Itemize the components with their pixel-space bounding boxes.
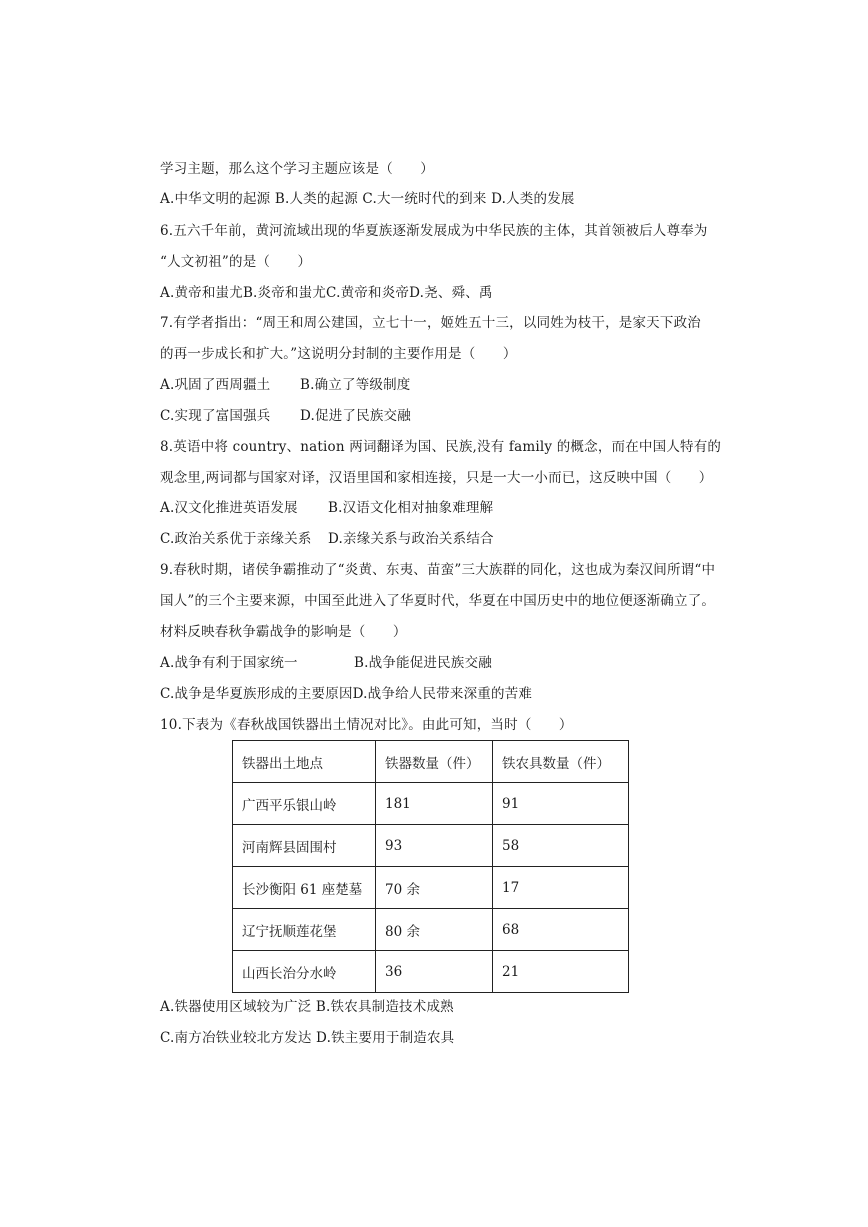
q8-option-a: A.汉文化推进英语发展 bbox=[160, 500, 298, 516]
q6-options: A.黄帝和蚩尤B.炎帝和蚩尤C.黄帝和炎帝D.尧、舜、禹 bbox=[160, 285, 493, 301]
q7-stem-line2: 的再一步成长和扩大。”这说明分封制的主要作用是（ ） bbox=[160, 346, 517, 362]
q6-stem-line1: 6.五六千年前，黄河流域出现的华夏族逐渐发展成为中华民族的主体，其首领被后人尊奉为 bbox=[160, 223, 708, 239]
table-cell-site: 广西平乐银山岭 bbox=[233, 783, 376, 825]
q10-options-row1: A.铁器使用区域较为广泛 B.铁农具制造技术成熟 bbox=[160, 999, 454, 1015]
table-cell-tool-count: 58 bbox=[493, 825, 629, 867]
table-header-cell: 铁农具数量（件） bbox=[493, 741, 629, 783]
table-cell-iron-count: 36 bbox=[376, 951, 493, 993]
table-cell-site: 山西长治分水岭 bbox=[233, 951, 376, 993]
table-cell-tool-count: 91 bbox=[493, 783, 629, 825]
q7-option-d: D.促进了民族交融 bbox=[300, 408, 411, 424]
table-header-cell: 铁器出土地点 bbox=[233, 741, 376, 783]
table-row bbox=[233, 825, 629, 867]
q8-option-b: B.汉语文化相对抽象难理解 bbox=[328, 500, 494, 516]
q8-options-row1 bbox=[160, 499, 493, 517]
q7-option-b: B.确立了等级制度 bbox=[300, 377, 411, 393]
q7-stem-line1: 7.有学者指出：“周王和周公建国，立七十一，姬姓五十三，以同姓为枝干，是家天下政治 bbox=[160, 315, 701, 331]
q7-options-row2 bbox=[160, 407, 411, 425]
q8-stem-line2: 观念里,两词都与国家对译，汉语里国和家相连接，只是一大一小而已，这反映中国（ ） bbox=[160, 470, 713, 486]
table-header-cell: 铁器数量（件） bbox=[376, 741, 493, 783]
table-cell-iron-count: 93 bbox=[376, 825, 493, 867]
table-row bbox=[233, 783, 629, 825]
q9-stem-line2: 国人”的三个主要来源，中国至此进入了华夏时代，华夏在中国历史中的地位便逐渐确立了。 bbox=[160, 593, 716, 609]
table-row bbox=[233, 951, 629, 993]
q9-stem-line3: 材料反映春秋争霸战争的影响是（ ） bbox=[160, 624, 407, 640]
q7-option-a: A.巩固了西周疆土 bbox=[160, 377, 271, 393]
q10-options-row2: C.南方冶铁业较北方发达 D.铁主要用于制造农具 bbox=[160, 1030, 455, 1046]
table-cell-site: 辽宁抚顺莲花堡 bbox=[233, 909, 376, 951]
q5-options: A.中华文明的起源 B.人类的起源 C.大一统时代的到来 D.人类的发展 bbox=[160, 191, 575, 207]
q9-option-a: A.战争有利于国家统一 bbox=[160, 655, 298, 671]
q7-options-row1 bbox=[160, 376, 411, 394]
q9-stem-line1: 9.春秋时期，诸侯争霸推动了“炎黄、东夷、苗蛮”三大族群的同化，这也成为秦汉间所谓“中 bbox=[160, 562, 716, 578]
table-cell-site: 长沙衡阳 61 座楚墓 bbox=[233, 867, 376, 909]
q8-options-row2 bbox=[160, 530, 494, 548]
q9-options-row1 bbox=[160, 654, 492, 672]
q9-options-row2: C.战争是华夏族形成的主要原因D.战争给人民带来深重的苦难 bbox=[160, 686, 533, 702]
table-cell-iron-count: 80 余 bbox=[376, 909, 493, 951]
q7-option-c: C.实现了富国强兵 bbox=[160, 408, 271, 424]
table-header-row bbox=[233, 741, 629, 783]
table-row bbox=[233, 867, 629, 909]
q8-stem-line1: 8.英语中将 country、nation 两词翻译为国、民族,没有 family 的概念，而在中国人特有的 bbox=[160, 439, 722, 455]
table-cell-tool-count: 17 bbox=[493, 867, 629, 909]
table-cell-tool-count: 21 bbox=[493, 951, 629, 993]
iron-artifacts-table bbox=[232, 740, 629, 993]
q5-stem-tail: 学习主题，那么这个学习主题应该是（ ） bbox=[160, 161, 434, 177]
table-cell-iron-count: 70 余 bbox=[376, 867, 493, 909]
table-cell-site: 河南辉县固围村 bbox=[233, 825, 376, 867]
q9-option-b: B.战争能促进民族交融 bbox=[354, 655, 492, 671]
q6-stem-line2: “人文初祖”的是（ ） bbox=[160, 254, 312, 270]
table-cell-tool-count: 68 bbox=[493, 909, 629, 951]
q8-option-d: D.亲缘关系与政治关系结合 bbox=[328, 531, 494, 547]
q8-option-c: C.政治关系优于亲缘关系 bbox=[160, 531, 312, 547]
table-row bbox=[233, 909, 629, 951]
table-cell-iron-count: 181 bbox=[376, 783, 493, 825]
q10-stem: 10.下表为《春秋战国铁器出土情况对比》。由此可知，当时（ ） bbox=[160, 717, 573, 733]
